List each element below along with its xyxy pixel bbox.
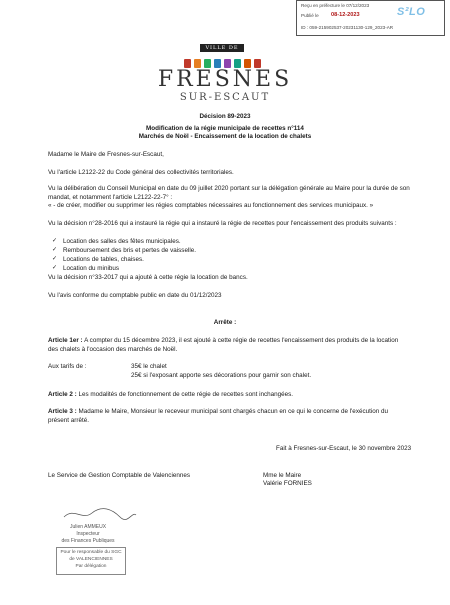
signer-role-1: Inspecteur bbox=[76, 531, 100, 537]
intro: Madame le Maire de Fresnes-sur-Escaut, bbox=[48, 151, 164, 158]
town-subname: SUR-ESCAUT bbox=[179, 92, 271, 103]
arrete-heading: Arrête : bbox=[213, 319, 237, 326]
signer-name: Julien AMMEUX bbox=[69, 524, 107, 530]
article-1-text: A compter du 15 décembre 2023, il est ajouté à cette régie de recettes l'encaissement des produits de la location des chalets à l'occasion des marchés de Noël. bbox=[48, 337, 399, 354]
tarif-1: 35€ le chalet bbox=[131, 363, 167, 370]
accountant-signature-block bbox=[48, 505, 148, 605]
article-3 bbox=[48, 407, 410, 425]
list-item: ✓ Location du minibus bbox=[48, 264, 196, 273]
decision-number: Décision 89-2023 bbox=[199, 113, 251, 120]
tarif-2: 25€ si l'exposant apporte ses décorations pour garnir son chalet. bbox=[131, 372, 312, 379]
stamp-published-label: Publié le bbox=[301, 13, 319, 18]
place-date: Fait à Fresnes-sur-Escaut, le 30 novembre 2023 bbox=[276, 445, 412, 452]
considerant-3: « - de créer, modifier ou supprimer les régies comptables nécessaires au fonctionnement des services municipaux. » bbox=[48, 202, 374, 209]
stamp-published-date: 08-12-2023 bbox=[331, 12, 360, 18]
stamp-line-3: Par délégation bbox=[75, 564, 107, 569]
signer-role-2: des Finances Publiques bbox=[61, 538, 115, 544]
products-list bbox=[48, 237, 196, 274]
list-item: ✓ Locations de tables, chaises. bbox=[48, 255, 196, 264]
decision-title-1: Modification de la régie municipale de recettes n°114 bbox=[146, 125, 304, 132]
prefecture-stamp bbox=[296, 0, 445, 36]
stamp-line-2: de VALENCIENNES bbox=[69, 557, 113, 562]
article-2-text: Les modalités de fonctionnement de cette régie de recettes sont inchangées. bbox=[78, 391, 294, 398]
article-2-label: Article 2 : bbox=[48, 391, 77, 398]
decision-title-2: Marchés de Noël - Encaissement de la location de chalets bbox=[138, 133, 312, 140]
article-2 bbox=[48, 390, 293, 399]
considerant-1: Vu l'article L2122-22 du Code général des collectivités territoriales. bbox=[48, 169, 234, 176]
article-3-label: Article 3 : bbox=[48, 408, 77, 415]
stamp-id: ID : 059-215902537-20231130-129_2023-AR bbox=[301, 25, 394, 30]
list-item: ✓ Remboursement des bris et pertes de vaisselle. bbox=[48, 246, 196, 255]
considerant-6: Vu l'avis conforme du comptable public en date du 01/12/2023 bbox=[48, 292, 222, 299]
mayor-title: Mme le Maire bbox=[263, 472, 302, 479]
left-organisation: Le Service de Gestion Comptable de Valenciennes bbox=[48, 472, 190, 479]
tarifs-label: Aux tarifs de : bbox=[48, 363, 87, 370]
article-3-text: Madame le Maire, Monsieur le receveur municipal sont chargés chacun en ce qui le concerne de l'exécution du présent arrêté. bbox=[48, 408, 389, 425]
town-name: FRESNES bbox=[157, 67, 293, 92]
considerant-4: Vu la décision n°28-2016 qui a instauré la régie qui a instauré la régie de recettes pour l'encaissement des produits suivants : bbox=[48, 220, 397, 227]
handwritten-signature-icon bbox=[60, 505, 140, 523]
town-emblems-icon bbox=[184, 55, 268, 67]
considerant-2: Vu la délibération du Conseil Municipal en date du 09 juillet 2020 portant sur la délégation générale au Maire pour la durée de son mandat, et notamment l'article L2122-22-7° : bbox=[48, 185, 410, 202]
list-item: ✓ Location des salles des fêtes municipales. bbox=[48, 237, 196, 246]
considerant-5: Vu la décision n°33-2017 qui a ajouté à cette régie la location de bancs. bbox=[48, 274, 248, 281]
town-banner: VILLE DE bbox=[200, 44, 244, 52]
mayor-name: Valérie FORNIES bbox=[263, 480, 312, 487]
stamp-line-1: Pour le responsable du SGC bbox=[60, 550, 122, 555]
article-1 bbox=[48, 336, 410, 354]
article-1-label: Article 1er : bbox=[48, 337, 83, 344]
delegation-stamp bbox=[56, 547, 126, 575]
stamp-received: Reçu en préfecture le 07/12/2023 bbox=[301, 3, 370, 8]
s2lo-logo: S²LO bbox=[397, 6, 426, 18]
